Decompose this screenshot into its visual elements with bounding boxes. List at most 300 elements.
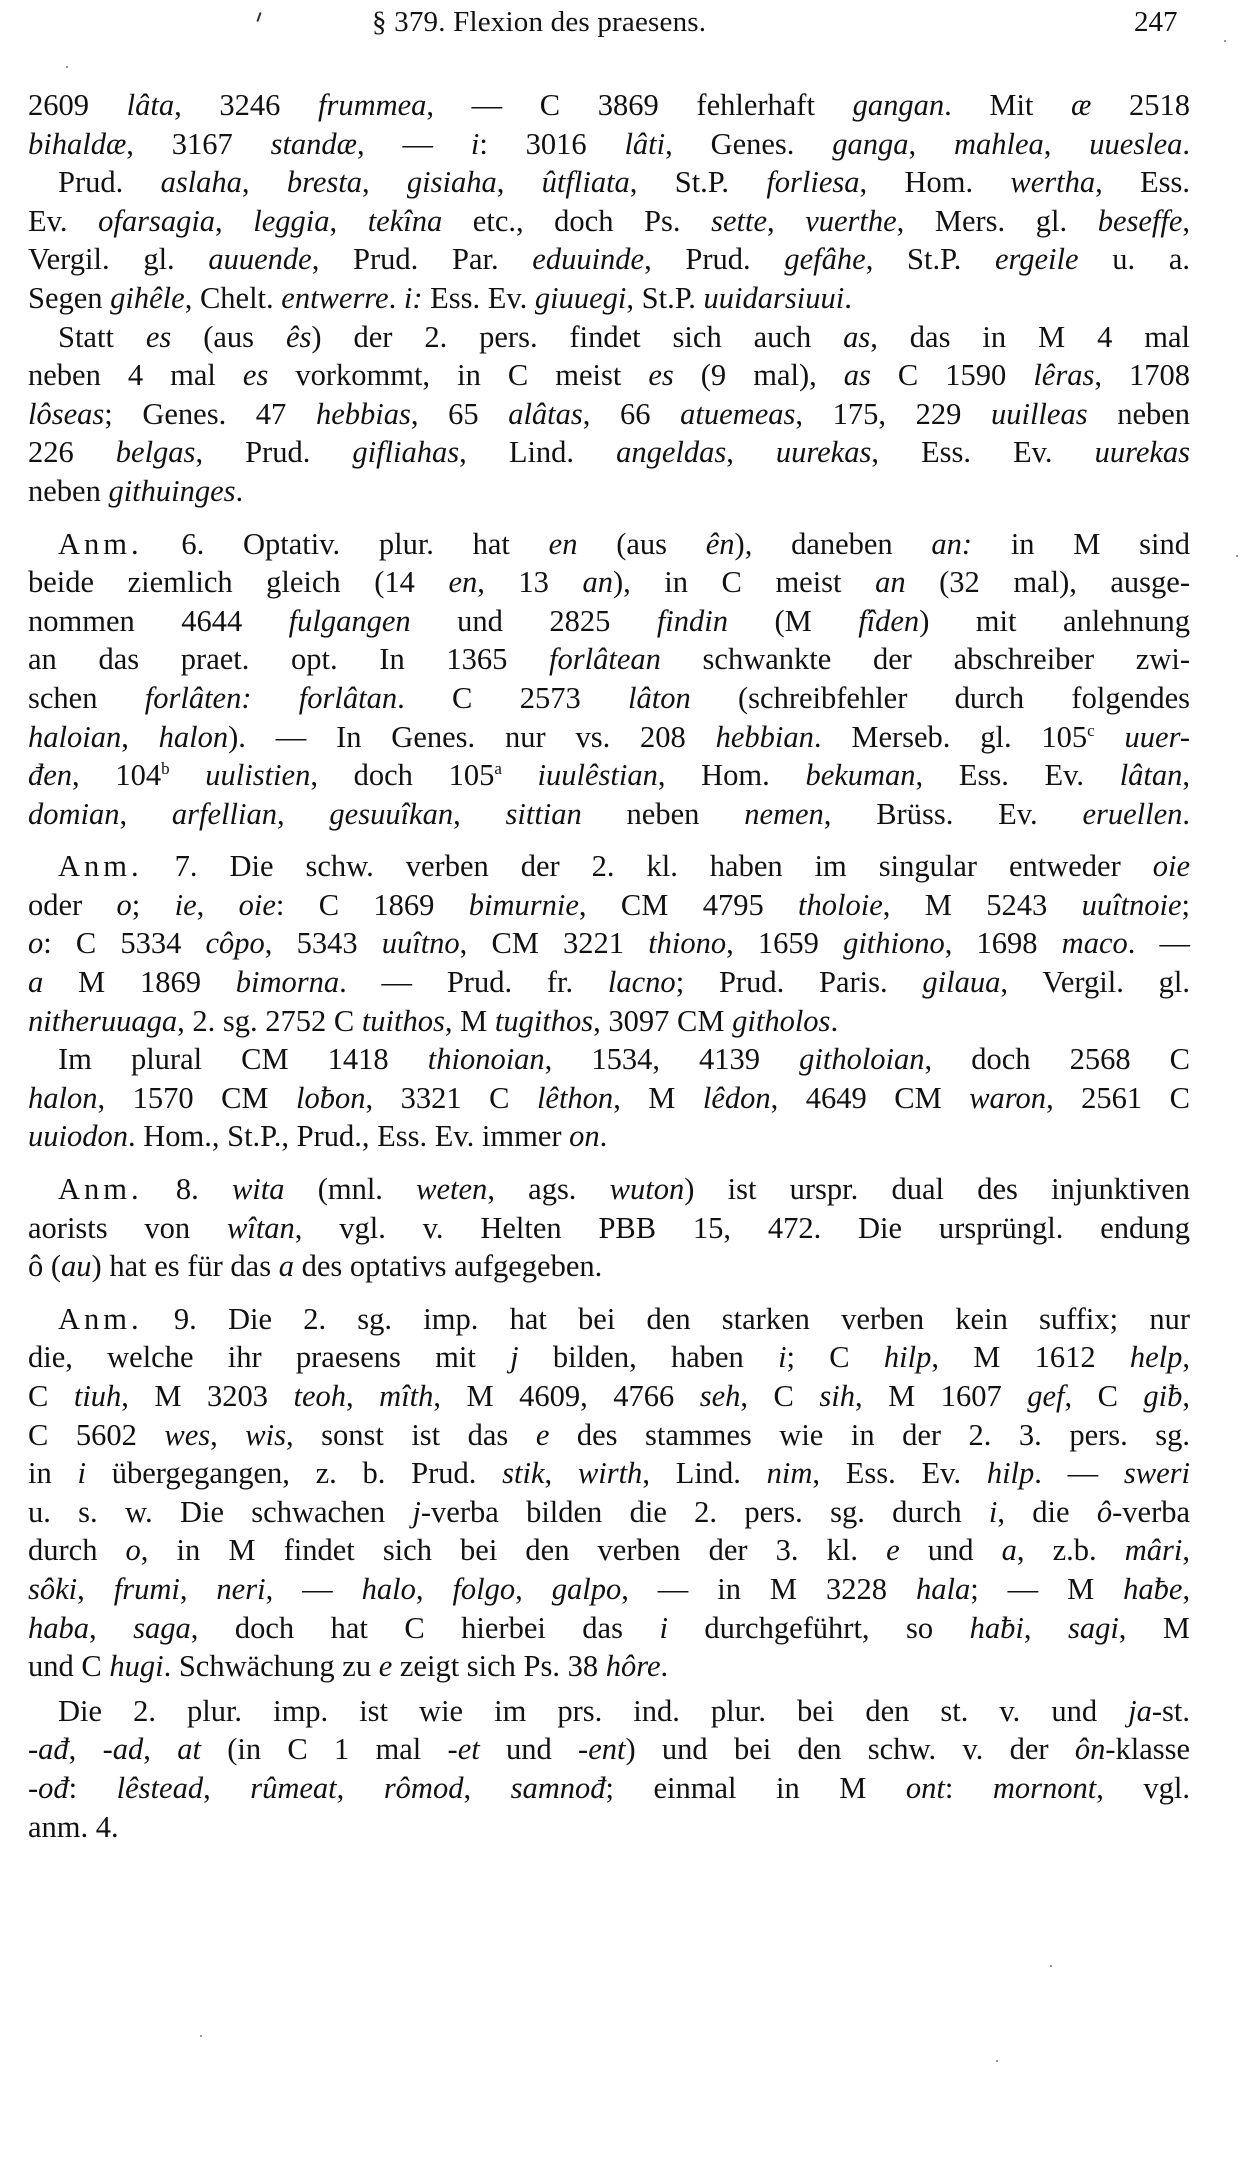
- roman-run: ; Genes. 47: [104, 396, 316, 431]
- italic-run: oie: [238, 887, 276, 922]
- roman-run: , 1698: [944, 926, 1062, 961]
- roman-run: -verba bilden die 2. pers. sg. durch: [420, 1494, 989, 1529]
- roman-run: -verba: [1112, 1494, 1191, 1529]
- italic-run: auuende: [208, 242, 312, 277]
- italic-run: -et: [447, 1732, 480, 1767]
- roman-run: (: [43, 1249, 62, 1284]
- roman-run: durchgeführt, so: [667, 1610, 970, 1645]
- scan-speck: [1050, 1965, 1052, 1967]
- italic-run: hebbian: [715, 719, 814, 754]
- italic-run: es: [242, 358, 269, 393]
- roman-run: ,: [415, 1571, 453, 1606]
- roman-run: ; Prud. Paris.: [675, 965, 923, 1000]
- italic-run: atuemeas: [680, 396, 796, 431]
- roman-run: ,: [1182, 1340, 1191, 1375]
- roman-run: , in M findet sich bei den verben der 3. kl.: [140, 1533, 887, 1568]
- italic-run: githolos: [732, 1003, 831, 1038]
- italic-run: lâta: [126, 88, 175, 122]
- roman-run: , M: [613, 1080, 703, 1115]
- roman-run: ), in C meist: [612, 565, 876, 600]
- italic-run: en: [548, 526, 578, 561]
- italic-run: a: [28, 965, 44, 1000]
- text-line: [0, 1570, 1190, 1609]
- italic-run: hala: [915, 1571, 971, 1606]
- roman-run: Ess. Ev.: [422, 280, 535, 315]
- italic-run: githiono: [843, 926, 945, 961]
- roman-run: ) hat es für das: [91, 1249, 279, 1284]
- text-line: [0, 125, 1190, 164]
- text-line: [0, 886, 1190, 925]
- italic-run: lâti: [624, 126, 666, 161]
- roman-run: des stammes wie in der 2. 3. pers. sg.: [549, 1417, 1191, 1452]
- italic-run: as: [843, 358, 871, 393]
- roman-run: , C: [1064, 1379, 1144, 1413]
- roman-run: ) mit anlehnung: [919, 603, 1190, 638]
- roman-run: , Lind.: [459, 435, 617, 470]
- italic-run: i: [778, 1340, 787, 1375]
- italic-run: fîden: [858, 603, 920, 638]
- italic-run: githuinges: [108, 473, 236, 508]
- roman-run: ,: [1182, 758, 1191, 793]
- roman-run: ,: [346, 1379, 380, 1413]
- italic-run: samnođ: [510, 1770, 606, 1805]
- roman-run: .: [830, 1003, 839, 1038]
- roman-run: . Schwächung zu: [163, 1649, 379, 1684]
- italic-run: seh: [699, 1379, 741, 1413]
- roman-run: ) und bei den schw. v. der: [625, 1732, 1075, 1767]
- italic-run: uuidarsiuui: [703, 280, 845, 315]
- roman-run: . Mit: [944, 88, 1072, 122]
- roman-run: (aus: [577, 526, 706, 561]
- roman-run: in: [28, 1456, 78, 1491]
- roman-run: (aus: [171, 319, 286, 354]
- text-line: [0, 1454, 1190, 1493]
- italic-run: frummea: [317, 88, 427, 122]
- italic-run: æ: [1071, 88, 1092, 122]
- text-line: [0, 433, 1190, 472]
- italic-run: ên: [705, 526, 735, 561]
- italic-run: alâtas: [508, 396, 583, 431]
- italic-run: mornont: [992, 1770, 1097, 1805]
- italic-run: rômod: [383, 1770, 464, 1805]
- superscript-run: b: [161, 758, 170, 778]
- roman-run: : C 5334: [43, 926, 206, 961]
- roman-run: Vergil. gl.: [28, 242, 209, 277]
- paragraph-gap: [0, 1156, 1247, 1170]
- text-line: [0, 1040, 1190, 1079]
- italic-run: waron: [969, 1080, 1047, 1115]
- text-line: [0, 602, 1190, 641]
- roman-run: , Prud.: [644, 242, 785, 277]
- italic-run: tuithos: [361, 1003, 445, 1038]
- italic-run: gefâhe: [784, 242, 866, 277]
- roman-run: ,: [1043, 126, 1090, 161]
- italic-run: eruellen: [1082, 796, 1183, 831]
- italic-run: stik: [502, 1456, 545, 1491]
- scan-speck: [1236, 555, 1238, 557]
- italic-run: ûtfliata: [541, 165, 630, 200]
- italic-run: nitheruuaga: [28, 1003, 178, 1038]
- roman-run: , M 4609, 4766: [433, 1379, 700, 1413]
- italic-run: lêthon: [536, 1080, 614, 1115]
- roman-run: 2518: [1091, 88, 1191, 122]
- roman-run: , 4649 CM: [770, 1080, 970, 1115]
- italic-run: bresta: [286, 165, 362, 200]
- text-line: [0, 86, 1190, 125]
- italic-run: lêras: [1033, 358, 1095, 393]
- section-title: § 379. Flexion des praesens.: [372, 6, 707, 38]
- roman-run: schwankte der abschreiber zwi-: [660, 642, 1190, 677]
- roman-run: , Chelt.: [184, 280, 282, 315]
- roman-run: die, welche ihr praesens mit: [28, 1340, 511, 1375]
- scan-speck: [1224, 40, 1226, 42]
- roman-run: ,: [1023, 1610, 1068, 1645]
- italic-run: bimorna: [235, 965, 340, 1000]
- note-label: Anm.: [58, 1172, 143, 1207]
- roman-run: anm. 4.: [28, 1809, 119, 1844]
- roman-run: ,: [544, 1456, 578, 1491]
- italic-run: leggia: [253, 203, 330, 238]
- roman-run: C 1590: [870, 358, 1034, 393]
- roman-run: ;: [1181, 887, 1191, 922]
- italic-run: halon: [158, 719, 229, 754]
- italic-run: gisiaha: [406, 165, 497, 200]
- roman-run: ,: [453, 796, 506, 831]
- roman-run: , Prud.: [195, 435, 353, 470]
- roman-run: (schreibfehler durch folgendes: [690, 680, 1191, 715]
- roman-run: ,: [179, 1571, 217, 1606]
- roman-run: -klasse: [1105, 1732, 1191, 1767]
- text-line: [0, 718, 1190, 757]
- roman-run: , Ess.: [1095, 165, 1191, 200]
- italic-run: forlâtean: [549, 642, 661, 677]
- roman-run: ,: [203, 1770, 251, 1805]
- italic-run: nemen: [744, 796, 824, 831]
- italic-run: wîtan: [227, 1210, 295, 1245]
- italic-run: đen: [28, 758, 73, 793]
- italic-run: ergeile: [995, 242, 1079, 277]
- roman-run: durch: [28, 1533, 126, 1568]
- roman-run: ô: [28, 1249, 44, 1284]
- italic-run: es: [145, 319, 172, 354]
- italic-run: standæ: [270, 126, 358, 161]
- italic-run: lacno: [607, 965, 676, 1000]
- roman-run: in M sind: [972, 526, 1190, 561]
- italic-run: ofarsagia: [98, 203, 216, 238]
- roman-run: , CM 3221: [459, 926, 649, 961]
- italic-run: uurekas: [775, 435, 872, 470]
- roman-run: , vgl. v. Helten PBB 15, 472. Die ursprüngl. endung: [294, 1210, 1190, 1245]
- italic-run: sôki: [28, 1571, 78, 1606]
- italic-run: j: [510, 1340, 519, 1375]
- italic-run: hebbias: [315, 396, 411, 431]
- roman-run: , Ess. Ev.: [871, 435, 1095, 470]
- italic-run: o: [125, 1533, 141, 1568]
- roman-run: ). — In Genes. nur vs. 208: [228, 719, 716, 754]
- roman-run: ), daneben: [734, 526, 932, 561]
- roman-run: , —: [357, 126, 471, 161]
- text-line: [0, 963, 1190, 1002]
- italic-run: maco: [1061, 926, 1128, 961]
- roman-run: , sonst ist das: [285, 1417, 536, 1452]
- roman-run: ,: [361, 165, 407, 200]
- roman-run: , 1534, 4139: [544, 1042, 800, 1077]
- text-line: [0, 1493, 1190, 1532]
- roman-run: , doch 105: [310, 758, 495, 793]
- roman-run: zeigt sich Ps. 38: [392, 1649, 606, 1684]
- roman-run: etc., doch Ps.: [442, 203, 712, 238]
- italic-run: lêdon: [702, 1080, 771, 1115]
- roman-run: ,: [1182, 1571, 1191, 1606]
- roman-run: , die: [997, 1494, 1097, 1529]
- scan-speck: [996, 2060, 998, 2062]
- text-line: [0, 525, 1190, 564]
- italic-run: tholoie: [798, 887, 883, 922]
- italic-run: fulgangen: [288, 603, 411, 638]
- text-line: [0, 1117, 1190, 1156]
- roman-run: .: [388, 280, 404, 315]
- italic-run: thiono: [648, 926, 727, 961]
- italic-run: halo: [361, 1571, 416, 1606]
- roman-run: beide ziemlich gleich (14: [28, 565, 449, 600]
- roman-run: Segen: [28, 280, 111, 315]
- roman-run: , C: [740, 1379, 820, 1413]
- italic-run: bihaldæ: [28, 126, 127, 161]
- italic-run: uuîtnoie: [1081, 887, 1182, 922]
- roman-run: ,: [726, 435, 776, 470]
- italic-run: i: [470, 126, 480, 161]
- roman-run: bilden, haben: [518, 1340, 779, 1375]
- roman-run: , St.P.: [626, 280, 704, 315]
- italic-run: i:: [403, 280, 423, 315]
- superscript-run: c: [1087, 720, 1095, 740]
- italic-run: wita: [231, 1172, 285, 1207]
- italic-run: lâton: [628, 680, 691, 715]
- italic-run: wertha: [1010, 165, 1096, 200]
- roman-run: :: [68, 1770, 117, 1805]
- roman-run: , 13: [477, 565, 583, 600]
- italic-run: hilp: [986, 1456, 1035, 1491]
- italic-run: sagi: [1067, 1610, 1119, 1645]
- roman-run: (32 mal), ausge-: [905, 565, 1190, 600]
- note-label: Anm.: [58, 526, 143, 561]
- roman-run: , —: [265, 1571, 362, 1606]
- italic-run: bimurnie: [468, 887, 579, 922]
- italic-run: ie: [174, 887, 197, 922]
- italic-run: forliesa: [766, 165, 860, 200]
- running-header: [0, 2, 1247, 50]
- paragraph-gap: [0, 1286, 1247, 1300]
- text-line: [0, 1209, 1190, 1248]
- text-line: [0, 640, 1190, 679]
- text-line: [0, 563, 1190, 602]
- italic-run: sweri: [1123, 1456, 1191, 1491]
- roman-run: , CM 4795: [578, 887, 799, 922]
- roman-run: oder: [28, 887, 117, 922]
- roman-run: ,: [1182, 203, 1190, 238]
- italic-run: iuulêstian: [537, 758, 658, 793]
- text-line: [0, 1002, 1190, 1041]
- italic-run: wirth: [577, 1456, 643, 1491]
- roman-run: ) der 2. pers. findet sich auch: [311, 319, 844, 354]
- italic-run: vuerthe: [805, 203, 897, 238]
- roman-run: ,: [210, 1417, 246, 1452]
- roman-run: 7. Die schw. verben der 2. kl. haben im singular entweder: [142, 849, 1153, 884]
- roman-run: u. a.: [1078, 242, 1191, 277]
- italic-run: côpo: [205, 926, 265, 961]
- italic-run: githoloian: [799, 1042, 925, 1077]
- roman-run: , 66: [582, 396, 681, 431]
- italic-run: uurekas: [1094, 435, 1191, 470]
- italic-run: lâtan: [1119, 758, 1183, 793]
- text-line: [0, 1079, 1190, 1118]
- italic-run: haƀe: [1123, 1571, 1183, 1606]
- italic-run: mâri: [1124, 1533, 1183, 1568]
- italic-run: ô: [1096, 1494, 1113, 1529]
- italic-run: hôre: [605, 1649, 661, 1684]
- italic-run: rûmeat: [250, 1770, 337, 1805]
- italic-run: sittian: [505, 796, 582, 831]
- roman-run: u. s. w. Die schwachen: [28, 1494, 413, 1529]
- roman-run: übergegangen, z. b. Prud.: [85, 1456, 503, 1491]
- text-line: [0, 1769, 1190, 1808]
- roman-run: ,: [241, 165, 287, 200]
- roman-run: , z.b.: [1016, 1533, 1125, 1568]
- scan-speck: [200, 2035, 202, 2037]
- roman-run: C 5602: [28, 1417, 165, 1452]
- italic-run: arfellian: [171, 796, 277, 831]
- italic-run: sette: [711, 203, 767, 238]
- text-line: [0, 1170, 1190, 1209]
- italic-run: tugithos: [494, 1003, 594, 1038]
- roman-run: : 3016: [479, 126, 625, 161]
- roman-run: [502, 758, 538, 792]
- roman-run: ,: [89, 1610, 134, 1645]
- italic-run: an: [582, 565, 613, 600]
- text-line: [0, 1647, 1190, 1686]
- roman-run: ,: [515, 1571, 552, 1606]
- italic-run: giƀ: [1143, 1379, 1183, 1413]
- roman-run: , M 1607: [854, 1379, 1028, 1413]
- roman-run: ,: [767, 203, 806, 238]
- italic-run: aslaha: [160, 165, 242, 200]
- roman-run: ,: [336, 1770, 384, 1805]
- roman-run: ,: [496, 165, 542, 200]
- roman-run: neben: [581, 796, 745, 831]
- italic-run: uulistien: [205, 758, 311, 793]
- italic-run: beseffe: [1097, 203, 1183, 238]
- roman-run: ; — M: [970, 1571, 1124, 1606]
- roman-run: , — C 3869 fehlerhaft: [426, 88, 853, 122]
- italic-run: a: [1001, 1533, 1017, 1568]
- roman-run: .: [599, 1119, 608, 1154]
- italic-run: at: [177, 1732, 201, 1767]
- italic-run: uuilleas: [990, 396, 1088, 431]
- roman-run: , St.P.: [629, 165, 767, 200]
- italic-run: neri: [216, 1571, 266, 1606]
- note-label: Anm.: [58, 849, 143, 884]
- roman-run: , Prud. Par.: [311, 242, 533, 277]
- text-line: [0, 795, 1190, 834]
- roman-run: .: [235, 473, 244, 508]
- roman-run: .: [1182, 126, 1191, 161]
- roman-run: (mnl.: [284, 1172, 417, 1207]
- roman-run: ,: [215, 203, 254, 238]
- italic-run: gangan: [852, 88, 945, 122]
- italic-run: nim: [766, 1456, 813, 1491]
- paragraph-gap: [0, 833, 1247, 847]
- italic-run: uuer-: [1124, 719, 1190, 754]
- italic-run: i: [77, 1456, 86, 1491]
- roman-run: neben: [1087, 396, 1191, 431]
- roman-run: nommen 4644: [28, 603, 289, 638]
- roman-run: (9 mal),: [673, 358, 844, 393]
- roman-run: (in C 1 mal: [200, 1732, 448, 1767]
- text-line: [0, 1692, 1190, 1731]
- roman-run: ,: [143, 1732, 178, 1767]
- roman-run: .: [844, 280, 852, 315]
- roman-run: ,: [121, 719, 159, 754]
- roman-run: .: [660, 1649, 669, 1684]
- italic-run: giuuegi: [534, 280, 627, 315]
- note-label: Anm.: [58, 1301, 143, 1336]
- text-line: [0, 472, 1190, 511]
- roman-run: , 5343: [264, 926, 382, 961]
- italic-run: uuîtno: [381, 926, 460, 961]
- roman-run: ;: [131, 887, 175, 922]
- italic-run: tekîna: [367, 203, 443, 238]
- text-line: [0, 1730, 1190, 1769]
- roman-run: , Hom.: [657, 758, 806, 793]
- roman-run: . Hom., St.P., Prud., Ess. Ev. immer: [127, 1119, 570, 1154]
- italic-run: forlâten: forlâtan: [144, 680, 398, 715]
- roman-run: vorkommt, in C meist: [268, 358, 649, 393]
- roman-run: , St.P.: [865, 242, 995, 277]
- italic-run: j: [412, 1494, 421, 1529]
- italic-run: o: [116, 887, 132, 922]
- italic-run: haloian: [28, 719, 122, 754]
- italic-run: lêstead: [116, 1770, 204, 1805]
- roman-run: ,: [908, 126, 954, 161]
- text-line: [0, 1338, 1190, 1377]
- roman-run: , M 1612: [931, 1340, 1130, 1375]
- italic-run: -ent: [578, 1732, 626, 1767]
- roman-run: ,: [1182, 1533, 1190, 1568]
- roman-run: ,: [77, 1571, 114, 1606]
- roman-run: . —: [1034, 1456, 1124, 1491]
- roman-run: , 1708: [1094, 358, 1190, 393]
- text-line: [0, 1609, 1190, 1648]
- italic-run: o: [28, 926, 44, 961]
- italic-run: domian: [28, 796, 120, 831]
- roman-run: ,: [463, 1770, 511, 1805]
- italic-run: mahlea: [953, 126, 1044, 161]
- italic-run: weten: [416, 1172, 488, 1207]
- roman-run: , M: [1118, 1610, 1191, 1645]
- roman-run: , 2. sg. 2752 C: [177, 1003, 362, 1038]
- text-line: [0, 240, 1190, 279]
- italic-run: a: [278, 1249, 294, 1284]
- italic-run: es: [648, 358, 674, 393]
- roman-run: . —: [1127, 926, 1191, 961]
- roman-run: 9. Die 2. sg. imp. hat bei den starken verben kein suffix; nur: [142, 1301, 1190, 1336]
- roman-run: , das in M 4 mal: [870, 319, 1190, 354]
- text-line: [0, 924, 1190, 963]
- roman-run: und: [899, 1533, 1002, 1568]
- roman-run: , doch hat C hierbei das: [190, 1610, 660, 1645]
- roman-run: C: [28, 1379, 74, 1413]
- italic-run: help: [1129, 1340, 1183, 1375]
